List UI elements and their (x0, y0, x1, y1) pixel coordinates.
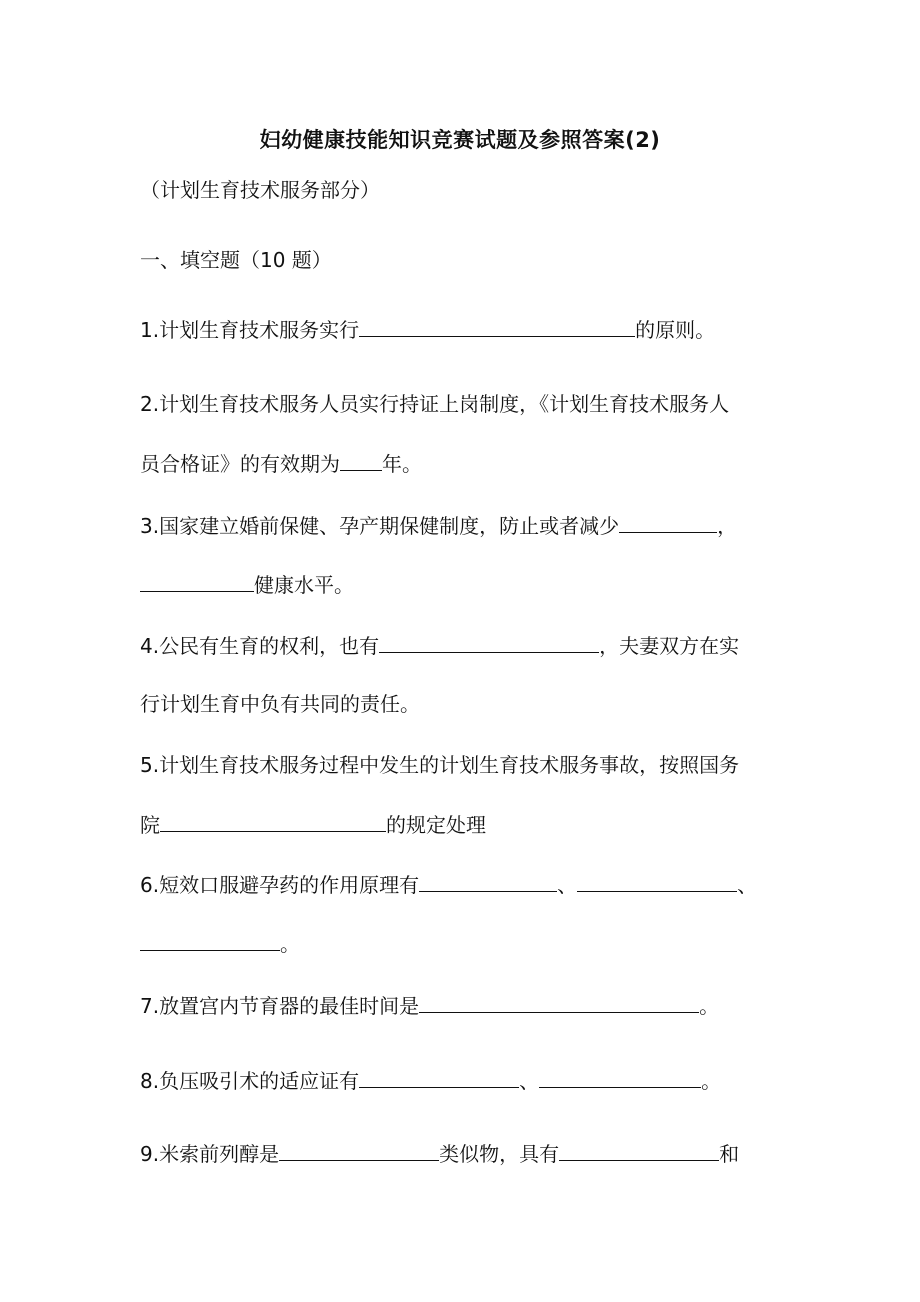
answer-blank[interactable] (160, 809, 386, 832)
question-text: 院 (140, 813, 160, 837)
question-3 (140, 510, 790, 599)
question-text: 。 (701, 1069, 722, 1093)
question-text: 6.短效口服避孕药的作用原理有 (140, 873, 420, 897)
answer-blank[interactable] (577, 869, 737, 892)
question-text: 的规定处理 (386, 813, 486, 837)
question-text: 和 (719, 1142, 740, 1166)
question-text: 、 (519, 1069, 540, 1093)
document-title: 妇幼健康技能知识竞赛试题及参照答案(2) (259, 128, 661, 152)
question-text: 2.计划生育技术服务人员实行持证上岗制度，《计划生育技术服务人 (140, 392, 730, 416)
question-text: 4.公民有生育的权利，也有 (140, 634, 380, 658)
question-6 (140, 869, 790, 958)
question-5 (140, 750, 790, 839)
question-text: 。 (699, 994, 720, 1018)
question-text: 员合格证》的有效期为 (140, 452, 340, 476)
question-text: 8.负压吸引术的适应证有 (140, 1069, 360, 1093)
document-subtitle: （计划生育技术服务部分） (140, 178, 380, 202)
question-text: 健康水平。 (254, 573, 354, 597)
answer-blank[interactable] (539, 1065, 701, 1088)
question-text: 类似物，具有 (439, 1142, 560, 1166)
question-text: 5.计划生育技术服务过程中发生的计划生育技术服务事故，按照国务 (140, 753, 740, 777)
question-text: 1.计划生育技术服务实行 (140, 318, 360, 342)
answer-blank[interactable] (379, 630, 599, 653)
question-text: 年。 (382, 452, 422, 476)
question-4 (140, 630, 790, 719)
question-8 (140, 1065, 790, 1095)
section-heading: 一、填空题（10 题） (140, 248, 332, 272)
question-text: 9.米索前列醇是 (140, 1142, 280, 1166)
answer-blank[interactable] (419, 869, 557, 892)
answer-blank[interactable] (559, 1138, 719, 1161)
question-text: 、 (737, 873, 758, 897)
question-text: 。 (280, 932, 300, 956)
question-text: ， (717, 514, 738, 538)
answer-blank[interactable] (419, 990, 699, 1013)
question-text: 行计划生育中负有共同的责任。 (140, 692, 420, 716)
answer-blank[interactable] (140, 569, 254, 592)
answer-blank[interactable] (279, 1138, 439, 1161)
question-text: 7.放置宫内节育器的最佳时间是 (140, 994, 420, 1018)
question-text: 3.国家建立婚前保健、孕产期保健制度，防止或者减少 (140, 514, 620, 538)
answer-blank[interactable] (619, 510, 717, 533)
answer-blank[interactable] (140, 928, 280, 951)
question-9 (140, 1138, 790, 1168)
question-text: 、 (557, 873, 578, 897)
question-1 (140, 314, 790, 344)
question-text: ，夫妻双方在实 (599, 634, 740, 658)
answer-blank[interactable] (340, 448, 382, 471)
question-7 (140, 990, 790, 1020)
question-2 (140, 389, 790, 478)
question-text: 的原则。 (635, 318, 716, 342)
answer-blank[interactable] (359, 314, 635, 337)
answer-blank[interactable] (359, 1065, 519, 1088)
